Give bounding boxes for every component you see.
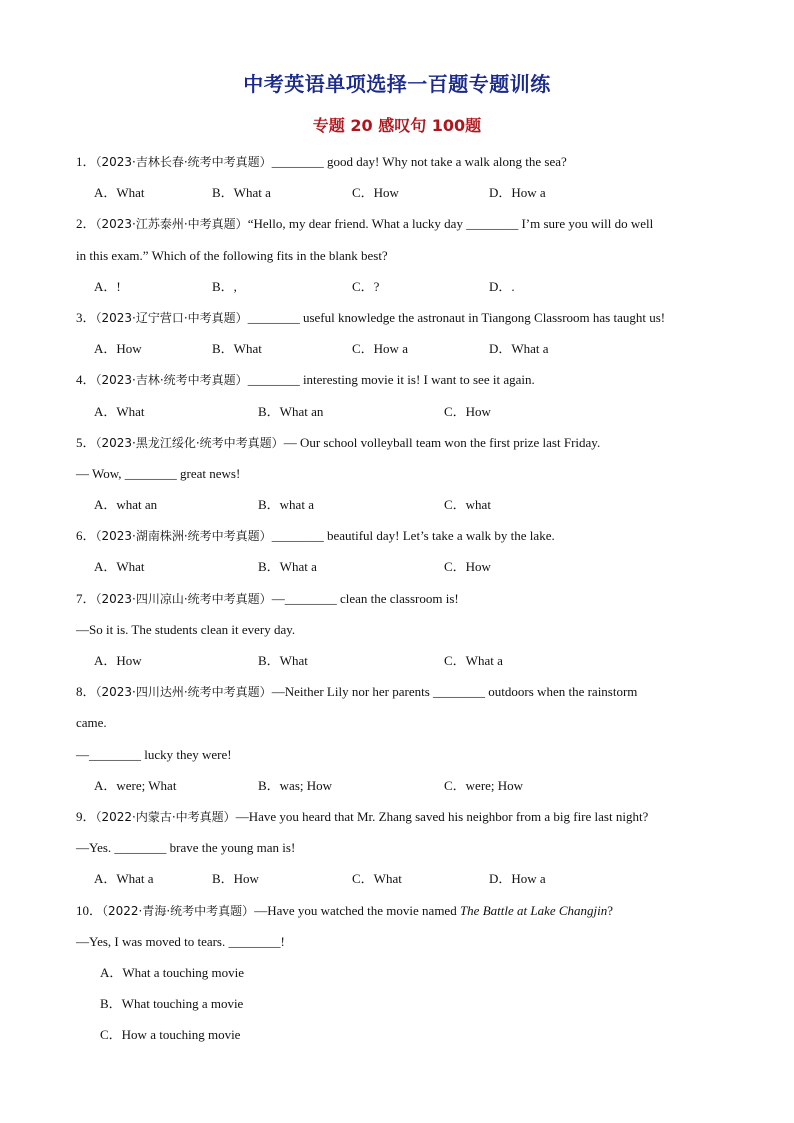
- question-10-continued: [76, 926, 726, 957]
- option-b[interactable]: B．,: [212, 278, 237, 294]
- option-a[interactable]: A．!: [94, 278, 121, 294]
- question-5-continued: [76, 458, 726, 489]
- question-text: ________ good day! Why not take a walk along the sea?: [271, 154, 567, 169]
- option-c[interactable]: C．How: [444, 403, 491, 419]
- question-8: [76, 676, 726, 707]
- question-text-end: ?: [607, 902, 614, 918]
- question-number: 4．: [76, 372, 96, 388]
- question-1: [76, 146, 726, 177]
- option-b[interactable]: B．How: [212, 871, 259, 887]
- option-a[interactable]: A．What a: [94, 871, 154, 887]
- option-d[interactable]: D．What a: [489, 341, 549, 357]
- option-a[interactable]: A．What: [94, 185, 145, 201]
- question-number: 2．: [76, 216, 96, 232]
- question-6: [76, 520, 726, 551]
- question-2: [76, 208, 726, 239]
- question-source: （2023·湖南株洲·统考中考真题）: [95, 529, 272, 544]
- option-b[interactable]: B．What touching a movie: [100, 996, 244, 1012]
- question-8-response: [76, 739, 726, 770]
- question-text-line-2: came.: [76, 715, 107, 731]
- question-text: —Neither Lily nor her parents ________ outdoors when the rainstorm: [271, 684, 638, 700]
- question-text: ________ beautiful day! Let’s take a walk by the lake.: [271, 528, 555, 544]
- option-b[interactable]: B．was; How: [258, 777, 333, 793]
- option-b[interactable]: B．What: [212, 341, 262, 357]
- question-source: （2023·吉林长春·统考中考真题）: [95, 155, 272, 169]
- question-number: 5．: [76, 434, 96, 450]
- question-number: 1．: [76, 154, 96, 169]
- option-c[interactable]: C．How: [444, 559, 491, 575]
- option-a[interactable]: A．What: [94, 403, 145, 419]
- question-5: [76, 427, 726, 458]
- option-b[interactable]: B．What a: [258, 559, 317, 575]
- question-number: 7．: [76, 590, 96, 606]
- question-source: （2023·江苏泰州·中考真题）: [95, 217, 248, 232]
- question-text: ________ interesting movie it is! I want to see it again.: [247, 372, 535, 388]
- question-source: （2023·四川达州·统考中考真题）: [95, 685, 272, 700]
- option-d[interactable]: D．.: [489, 278, 515, 294]
- question-number: 6．: [76, 528, 96, 544]
- page-title: 中考英语单项选择一百题专题训练: [243, 72, 551, 96]
- option-a[interactable]: A．How: [94, 341, 142, 357]
- option-a[interactable]: A．What a touching movie: [100, 964, 245, 980]
- question-source: （2023·辽宁营口·中考真题）: [95, 310, 248, 325]
- question-2-continued: [76, 240, 726, 271]
- option-d[interactable]: D．How a: [489, 871, 546, 887]
- question-7-continued: [76, 614, 726, 645]
- options-6: [76, 551, 726, 582]
- question-text: — Our school volleyball team won the first prize last Friday.: [283, 434, 601, 450]
- option-c[interactable]: C．How: [352, 185, 399, 201]
- question-text: —Have you heard that Mr. Zhang saved his neighbor from a big fire last night?: [235, 808, 649, 824]
- question-9: [76, 801, 726, 832]
- question-3: [76, 302, 726, 333]
- movie-title: The Battle at Lake Changjin: [459, 902, 608, 918]
- question-list: [76, 146, 726, 1050]
- option-b[interactable]: B．What: [258, 653, 308, 668]
- option-c[interactable]: C．How a: [352, 341, 408, 357]
- question-text: —Have you watched the movie named: [254, 902, 460, 918]
- question-9-continued: [76, 832, 726, 863]
- question-text-line-2: —Yes, I was moved to tears. ________!: [76, 933, 285, 949]
- option-c[interactable]: C．were; How: [444, 777, 524, 793]
- question-10: [76, 895, 726, 926]
- question-source: （2022·内蒙古·中考真题）: [95, 809, 236, 824]
- options-7: [76, 645, 726, 676]
- question-source: （2023·吉林·统考中考真题）: [95, 373, 248, 388]
- option-b[interactable]: B．What a: [212, 185, 271, 201]
- question-text-line-2: —So it is. The students clean it every day.: [76, 621, 296, 637]
- option-c[interactable]: C．What: [352, 871, 402, 887]
- option-c[interactable]: C．What a: [444, 653, 503, 668]
- question-text: “Hello, my dear friend. What a lucky day ________ I’m sure you will do well: [247, 216, 654, 232]
- question-text-line-2: in this exam.” Which of the following fits in the blank best?: [76, 247, 388, 263]
- question-7: [76, 583, 726, 614]
- question-text-line-2: —Yes. ________ brave the young man is!: [76, 840, 296, 856]
- question-text: —________ clean the classroom is!: [271, 590, 459, 606]
- options-8: [76, 770, 726, 801]
- options-3: [76, 333, 726, 364]
- question-text-line-2: — Wow, ________ great news!: [76, 465, 241, 481]
- option-c[interactable]: C．?: [352, 278, 380, 294]
- option-b[interactable]: B．What an: [258, 403, 324, 419]
- option-a[interactable]: A．How: [94, 653, 142, 668]
- option-a[interactable]: A．were; What: [94, 777, 177, 793]
- question-text-line-3: —________ lucky they were!: [76, 746, 232, 762]
- option-b[interactable]: B．what a: [258, 497, 314, 513]
- question-source: （2023·黑龙江绥化·统考中考真题）: [95, 435, 284, 450]
- question-number: 8．: [76, 684, 96, 700]
- option-a[interactable]: A．what an: [94, 497, 158, 513]
- option-a[interactable]: A．What: [94, 559, 145, 575]
- options-4: [76, 396, 726, 427]
- options-1: [76, 177, 726, 208]
- question-source: （2023·四川凉山·统考中考真题）: [95, 591, 272, 606]
- question-8-continued: [76, 707, 726, 738]
- question-number: 9．: [76, 808, 96, 824]
- question-text: ________ useful knowledge the astronaut in Tiangong Classroom has taught us!: [247, 309, 666, 325]
- option-c[interactable]: C．How a touching movie: [100, 1027, 241, 1043]
- options-5: [76, 489, 726, 520]
- options-9: [76, 863, 726, 894]
- option-d[interactable]: D．How a: [489, 185, 546, 201]
- question-source: （2022·青海·统考中考真题）: [102, 903, 255, 918]
- option-c[interactable]: C．what: [444, 497, 491, 513]
- options-2: [76, 271, 726, 302]
- page-subtitle: 专题 20 感叹句 100题: [312, 116, 482, 135]
- question-number: 3．: [76, 309, 96, 325]
- question-4: [76, 364, 726, 395]
- question-number: 10．: [76, 902, 103, 918]
